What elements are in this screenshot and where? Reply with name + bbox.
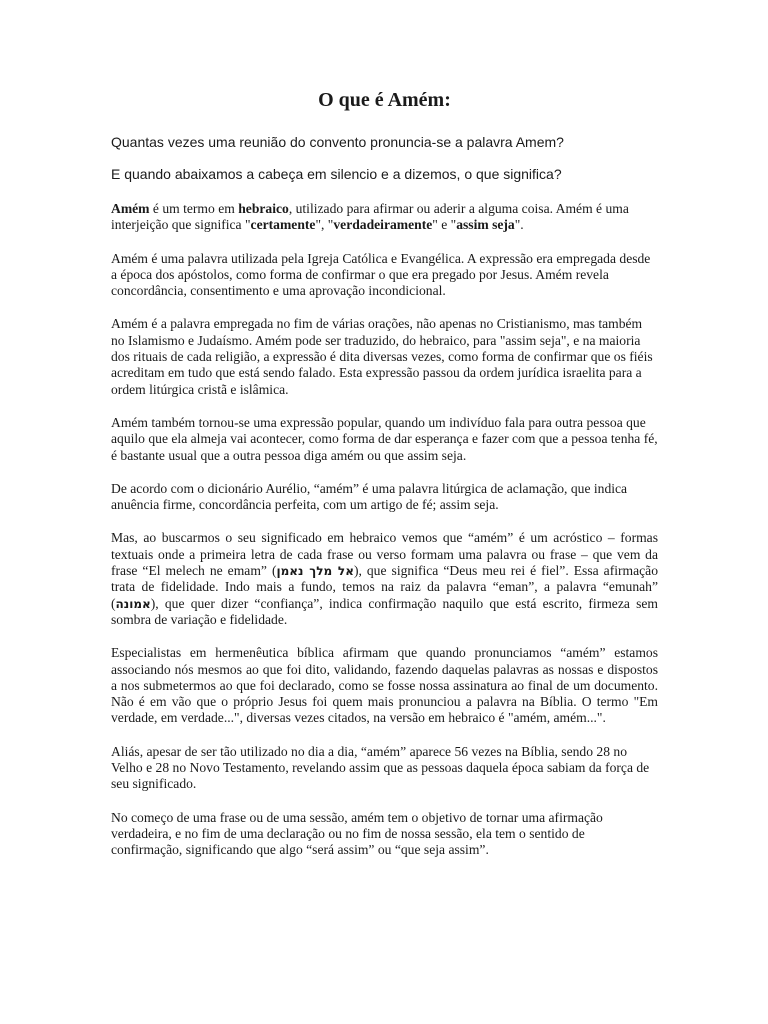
question-1: Quantas vezes uma reunião do convento pronuncia-se a palavra Amem? [111,134,564,150]
paragraph-biblia: Aliás, apesar de ser tão utilizado no dia a dia, “amém” aparece 56 vezes na Bíblia, sendo 28 no Velho e 28 no Novo Testamento, revelando assim que as pessoas daquela época sabiam da força de seu significado. [111,743,650,792]
text-run: ), que significa “Deus meu rei é fiel”. Essa afirmação trata de fidelidade. Indo mais a fundo, temos na raiz da palavra “eman”, a palavra “emunah” ( [111,563,659,611]
hebrew-word: אמונה [115,596,151,611]
paragraph-igreja: Amém é uma palavra utilizada pela Igreja Católica e Evangélica. A expressão era empregada desde a época dos apóstolos, como forma de confirmar o que era pregado por Jesus. Amém revela concordância, consentimento e uma aprovação incondicional. [111,250,651,299]
text-run: , utilizado para afirmar ou aderir a alguma coisa. Amém é uma interjeição que significa " [111,201,629,233]
paragraph-hermeneutica: Especialistas em hermenêutica bíblica afirmam que quando pronunciamos “amém” estamos associando nós mesmos ao que foi dito, validando, fazendo daquelas palavras as nossas e dispostos a nos submetermos ao que foi declarado, como se fosse nossa assinatura ao final de um documento. Não é em vão que o próprio Jesus foi quem mais pronunciou a palavra na Bíblia. O termo "Em verdade, em verdade...", diversas vezes citados, na versão em hebraico é "amém, amém...". [111,645,658,726]
text-run: ", " [315,217,334,233]
hebrew-phrase: אל מלך נאמן [276,564,354,579]
text-run: ), que quer dizer “confiança”, indica confirmação naquilo que está escrito, firmeza sem sombra de variação e fidelidade. [111,595,658,627]
question-2: E quando abaixamos a cabeça em silencio e a dizemos, o que significa? [111,166,562,182]
text-run: é um termo em [149,201,239,216]
term-verdadeiramente: verdadeiramente [333,217,433,233]
paragraph-oracoes: Amém é a palavra empregada no fim de várias orações, não apenas no Cristianismo, mas também no Islamismo e Judaísmo. Amém pode ser traduzido, do hebraico, para "assim seja", e na maioria dos rituais de cada religião, a expressão é dita diversas vezes, como forma de confirmar que os fiéis acreditam em tudo que está sendo falado. Esta expressão passou da ordem jurídica israelita para a ordem litúrgica cristã e islâmica. [111,316,653,397]
term-amem: Amém [111,201,150,216]
term-assim-seja: assim seja [456,217,515,233]
text-run: " e " [432,217,457,233]
term-certamente: certamente [250,217,316,233]
paragraph-acrostico [111,530,658,628]
text-run: Mas, ao buscarmos o seu significado em hebraico vemos que “amém” é um acróstico – formas textuais onde a primeira letra de cada frase ou verso formam uma palavra ou frase – que vem da frase “El melech ne emam” ( [111,530,658,579]
paragraph-expressao-popular: Amém também tornou-se uma expressão popular, quando um indivíduo fala para outra pessoa que aquilo que ela almeja vai acontecer, como forma de dar esperança e fazer com que a pessoa tenha fé, é bastante usual que a outra pessoa diga amém ou que assim seja. [111,414,658,463]
paragraph-definition [111,201,658,234]
paragraph-aurelio: De acordo com o dicionário Aurélio, “amém” é uma palavra litúrgica de aclamação, que indica anuência firme, concordância perfeita, com um artigo de fé; assim seja. [111,480,628,513]
page-title: O que é Amém: [318,89,451,111]
text-run: ". [514,217,524,233]
paragraph-sessao: No começo de uma frase ou de uma sessão, amém tem o objetivo de tornar uma afirmação verdadeira, e no fim de uma declaração ou no fim de nossa sessão, ela tem o sentido de confirmação, significando que algo “será assim” ou “que seja assim”. [111,809,603,858]
term-hebraico: hebraico [238,201,289,216]
